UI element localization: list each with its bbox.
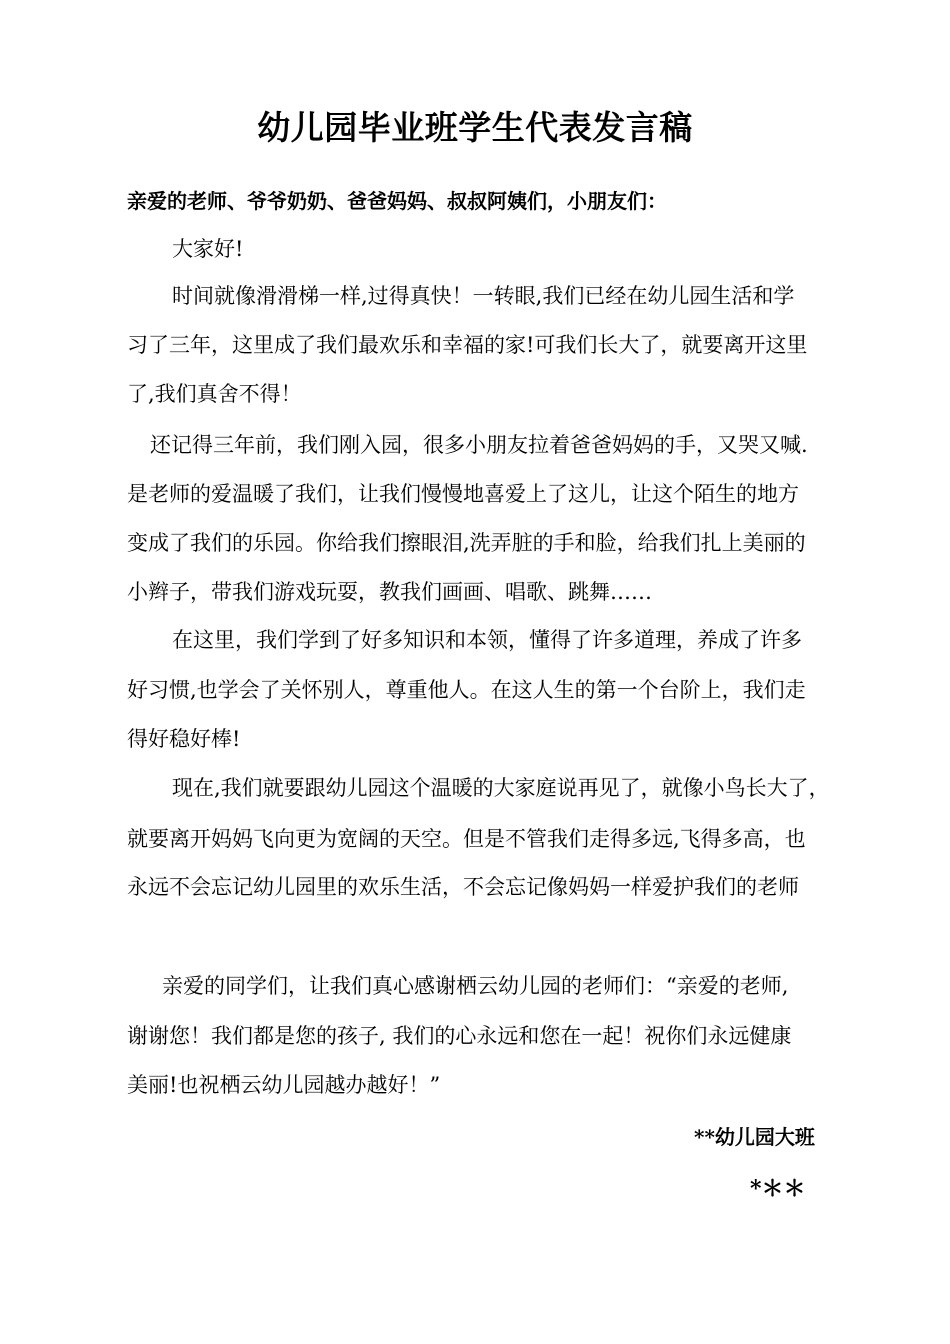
paragraph-line: 美丽!也祝栖云幼儿园越办越好！” [127,1073,441,1097]
paragraph-line: 大家好! [172,237,244,261]
document-title: 幼儿园毕业班学生代表发言稿 [257,108,693,147]
paragraph-line: 谢谢您！我们都是您的孩子, 我们的心永远和您在一起！祝你们永远健康 [127,1024,792,1048]
paragraph-line: 还记得三年前，我们刚入园，很多小朋友拉着爸爸妈妈的手，又哭又喊. [150,433,808,457]
paragraph-line: 好习惯,也学会了关怀别人，尊重他人。在这人生的第一个台阶上，我们走 [127,678,806,702]
paragraph-line: 是老师的爱温暖了我们，让我们慢慢地喜爱上了这儿，让这个陌生的地方 [127,482,799,506]
salutation: 亲爱的老师、爷爷奶奶、爸爸妈妈、叔叔阿姨们，小朋友们： [127,189,667,213]
paragraph-line: 了,我们真舍不得！ [127,382,302,406]
signature-name: *＊＊ [750,1176,806,1202]
signature-organization: **幼儿园大班 [694,1125,815,1149]
paragraph-line: 变成了我们的乐园。你给我们擦眼泪,洗弄脏的手和脸，给我们扎上美丽的 [127,531,806,555]
paragraph-line: 永远不会忘记幼儿园里的欢乐生活，不会忘记像妈妈一样爱护我们的老师 [127,875,799,899]
paragraph-line: 亲爱的同学们，让我们真心感谢栖云幼儿园的老师们：“亲爱的老师, [162,974,789,998]
paragraph-line: 小辫子，带我们游戏玩耍，教我们画画、唱歌、跳舞…… [127,580,652,604]
paragraph-line: 现在,我们就要跟幼儿园这个温暖的大家庭说再见了，就像小鸟长大了， [172,776,830,800]
paragraph-line: 时间就像滑滑梯一样,过得真快！一转眼,我们已经在幼儿园生活和学 [172,284,795,308]
paragraph-line: 在这里，我们学到了好多知识和本领，懂得了许多道理，养成了许多 [172,628,802,652]
paragraph-line: 得好稳好棒! [127,727,241,751]
paragraph-line: 习了三年，这里成了我们最欢乐和幸福的家!可我们长大了，就要离开这里 [127,333,808,357]
paragraph-line: 就要离开妈妈飞向更为宽阔的天空。但是不管我们走得多远,飞得多高，也 [127,827,806,851]
